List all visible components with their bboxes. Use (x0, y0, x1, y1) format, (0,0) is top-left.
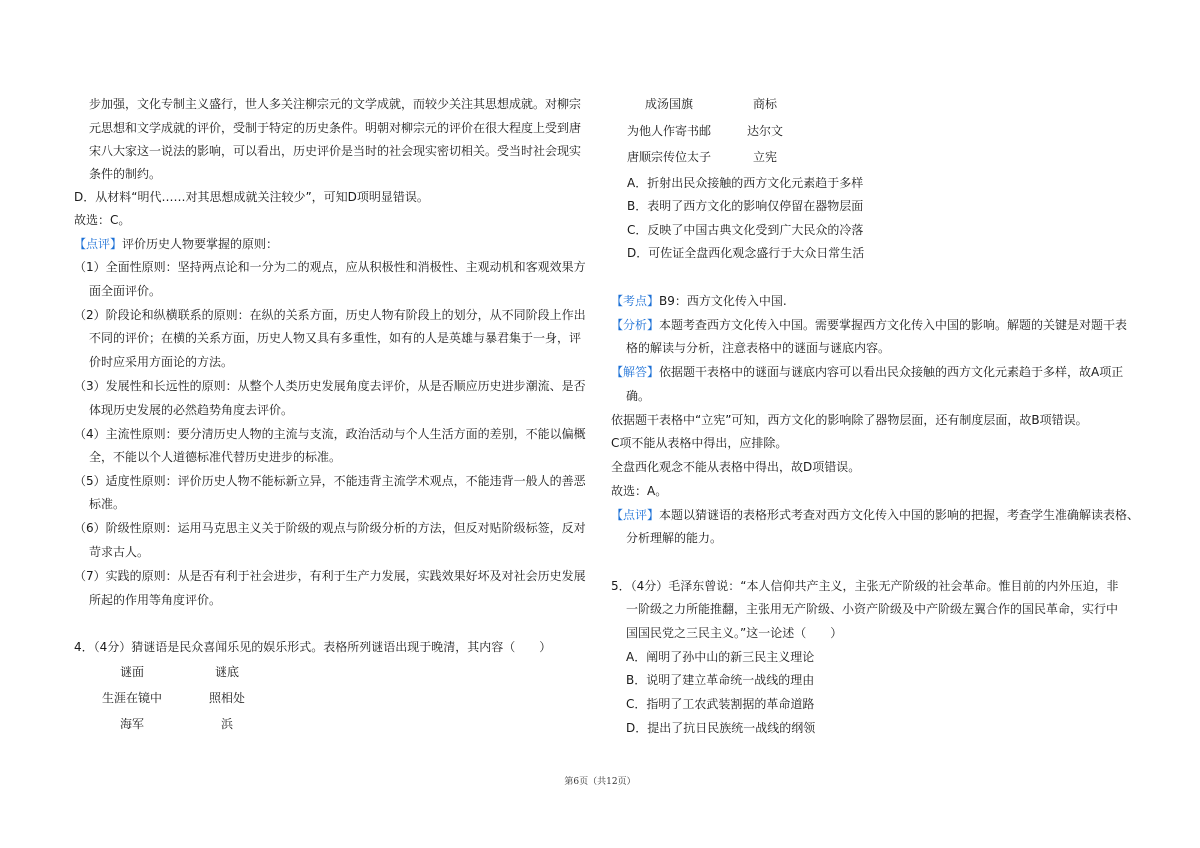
question-5-stem: 国国民党之三民主义。”这一论述（ ） (626, 626, 843, 640)
principle-line: （4）主流性原则：要分清历史人物的主流与支流，政治活动与个人生活方面的差别，不能以偏概 (74, 427, 586, 441)
kaodian-tag: 【考点】 (611, 294, 660, 308)
paragraph-line: 步加强，文化专制主义盛行，世人多关注柳宗元的文学成就，而较少关注其思想成就。对柳宗 (89, 97, 582, 111)
table-cell: 商标 (753, 97, 778, 111)
table-cell: 浜 (221, 717, 234, 731)
dianping-line: 分析理解的能力。 (626, 531, 723, 545)
paragraph-line: 宋八大家这一说法的影响，可以看出，历史评价是当时的社会现实密切相关。受当时社会现实 (89, 144, 582, 158)
table-cell: 唐顺宗传位太子 (627, 150, 712, 164)
fenxi-tag: 【分析】 (611, 318, 660, 332)
option-c: C．指明了工农武装割据的革命道路 (626, 697, 815, 711)
principle-line: 不同的评价；在横的关系方面，历史人物又具有多重性，如有的人是英雄与暴君集于一身，评 (89, 331, 582, 345)
option-a: A．折射出民众接触的西方文化元素趋于多样 (627, 176, 864, 190)
question-5-stem: 5．（4分）毛泽东曾说：“本人信仰共产主义，主张无产阶级的社会革命。惟目前的内外压迫，非 (611, 579, 1119, 593)
comment-text: 评价历史人物要掌握的原则： (122, 237, 279, 251)
principle-line: 标准。 (89, 497, 126, 511)
principle-line: 全，不能以个人道德标准代替历史进步的标准。 (89, 450, 342, 464)
table-cell: 成汤国旗 (645, 97, 694, 111)
principle-line: （5）适度性原则：评价历史人物不能标新立异，不能违背主流学术观点，不能违背一般人的善恶 (74, 474, 586, 488)
fenxi-line: 格的解读与分析，注意表格中的谜面与谜底内容。 (626, 341, 891, 355)
kaodian-text: B9：西方文化传入中国. (659, 294, 787, 308)
table-cell: 照相处 (209, 691, 246, 705)
jieda-tag: 【解答】 (611, 365, 660, 379)
fenxi-line (611, 317, 1127, 333)
option-d: D．可佐证全盘西化观念盛行于大众日常生活 (627, 246, 865, 260)
jieda-line: 确。 (626, 389, 651, 403)
table-cell: 立宪 (753, 150, 778, 164)
table-cell: 为他人作寄书邮 (627, 124, 712, 138)
principle-line: （6）阶级性原则：运用马克思主义关于阶级的观点与阶级分析的方法，但反对贴阶级标签，反对 (74, 521, 586, 535)
question-5-stem: 一阶级之力所能推翻，主张用无产阶级、小资产阶级及中产阶级左翼合作的国民革命，实行中 (626, 602, 1119, 616)
dianping-line (611, 507, 1139, 523)
principle-line: （3）发展性和长远性的原则：从整个人类历史发展角度去评价，从是否顺应历史进步潮流、是否 (74, 379, 586, 393)
jieda-text: 依据题干表格中的谜面与谜底内容可以看出民众接触的西方文化元素趋于多样，故A项正 (659, 365, 1124, 379)
principle-line: 所起的作用等角度评价。 (89, 593, 222, 607)
principle-line: 面全面评价。 (89, 284, 162, 298)
principle-line: 苛求古人。 (89, 545, 150, 559)
option-d: D．提出了抗日民族统一战线的纲领 (626, 721, 816, 735)
answer-line: 故选：A。 (611, 484, 668, 498)
table-cell: 海军 (120, 717, 145, 731)
comment-line (74, 236, 278, 252)
principle-line: （7）实践的原则：从是否有利于社会进步，有利于生产力发展，实践效果好坏及对社会历史发展 (74, 569, 586, 583)
page-number: 第6页（共12页） (564, 777, 636, 787)
answer-line: 故选：C。 (74, 213, 131, 227)
table-cell: 达尔文 (747, 124, 784, 138)
dianping-tag: 【点评】 (611, 508, 660, 522)
option-c: C．反映了中国古典文化受到广大民众的冷落 (627, 223, 864, 237)
option-d-analysis: D．从材料“明代……对其思想成就关注较少”，可知D项明显错误。 (74, 190, 429, 204)
jieda-line (611, 364, 1123, 380)
principle-line: （1）全面性原则：坚持两点论和一分为二的观点，应从积极性和消极性、主观动机和客观效果方 (74, 260, 586, 274)
table-cell: 生涯在镜中 (102, 691, 163, 705)
principle-line: 价时应采用方面论的方法。 (89, 355, 234, 369)
fenxi-text: 本题考查西方文化传入中国。需要掌握西方文化传入中国的影响。解题的关键是对题干表 (659, 318, 1128, 332)
dianping-text: 本题以猜谜语的表格形式考查对西方文化传入中国的影响的把握，考查学生准确解读表格、 (659, 508, 1140, 522)
question-4-stem: 4．（4分）猜谜语是民众喜闻乐见的娱乐形式。表格所列谜语出现于晚清，其内容（ ） (74, 640, 552, 654)
paragraph-line: 元思想和文学成就的评价，受制于特定的历史条件。明朝对柳宗元的评价在很大程度上受到唐 (89, 121, 582, 135)
principle-line: （2）阶段论和纵横联系的原则：在纵的关系方面，历史人物有阶段上的划分，从不同阶段上作出 (74, 308, 586, 322)
explanation-line: 全盘西化观念不能从表格中得出，故D项错误。 (611, 460, 861, 474)
explanation-line: C项不能从表格中得出，应排除。 (611, 436, 788, 450)
principle-line: 体现历史发展的必然趋势角度去评价。 (89, 403, 294, 417)
explanation-line: 依据题干表格中“立宪”可知，西方文化的影响除了器物层面，还有制度层面，故B项错误。 (611, 413, 1088, 427)
table-header-riddle: 谜面 (120, 665, 145, 679)
kaodian-line (611, 293, 787, 309)
option-b: B．说明了建立革命统一战线的理由 (626, 673, 815, 687)
comment-tag: 【点评】 (74, 237, 123, 251)
option-a: A．阐明了孙中山的新三民主义理论 (626, 650, 815, 664)
paragraph-line: 条件的制约。 (89, 167, 162, 181)
option-b: B．表明了西方文化的影响仅停留在器物层面 (627, 199, 864, 213)
table-header-answer: 谜底 (215, 665, 240, 679)
